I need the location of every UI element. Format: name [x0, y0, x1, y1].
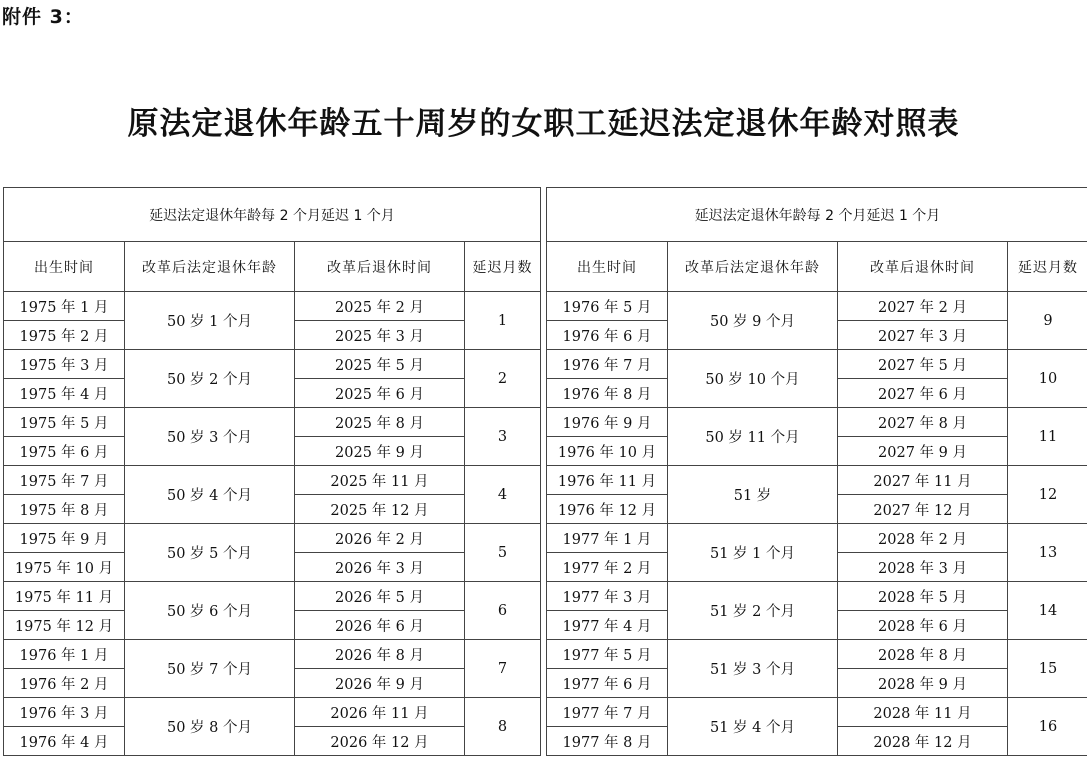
attachment-label: 附件 3： [2, 6, 84, 28]
birth-time-cell: 1976 年 9 月 [547, 408, 668, 437]
retirement-age-cell: 50 岁 4 个月 [125, 466, 295, 524]
retirement-age-cell: 50 岁 9 个月 [668, 292, 838, 350]
delay-months-cell: 9 [1008, 292, 1087, 350]
retirement-time-cell: 2025 年 2 月 [295, 292, 465, 321]
retirement-time-cell: 2028 年 6 月 [838, 611, 1008, 640]
birth-time-cell: 1976 年 1 月 [4, 640, 125, 669]
birth-time-cell: 1975 年 1 月 [4, 292, 125, 321]
birth-time-cell: 1976 年 10 月 [547, 437, 668, 466]
table-row [547, 698, 1087, 727]
column-header-row [4, 242, 541, 292]
retirement-time-cell: 2028 年 8 月 [838, 640, 1008, 669]
retirement-age-cell: 50 岁 10 个月 [668, 350, 838, 408]
birth-time-cell: 1975 年 8 月 [4, 495, 125, 524]
delay-months-cell: 7 [465, 640, 541, 698]
group-header: 延迟法定退休年龄每 2 个月延迟 1 个月 [4, 188, 541, 242]
table-row [4, 524, 541, 553]
delay-months-cell: 8 [465, 698, 541, 756]
header-retirement-age: 改革后法定退休年龄 [125, 242, 295, 292]
retirement-age-cell: 50 岁 6 个月 [125, 582, 295, 640]
retirement-time-cell: 2026 年 2 月 [295, 524, 465, 553]
retirement-time-cell: 2028 年 12 月 [838, 727, 1008, 756]
birth-time-cell: 1976 年 3 月 [4, 698, 125, 727]
delay-months-cell: 13 [1008, 524, 1087, 582]
birth-time-cell: 1976 年 11 月 [547, 466, 668, 495]
table-row [547, 408, 1087, 437]
birth-time-cell: 1975 年 7 月 [4, 466, 125, 495]
table-row [547, 582, 1087, 611]
table-row [547, 350, 1087, 379]
retirement-time-cell: 2027 年 5 月 [838, 350, 1008, 379]
delay-months-cell: 15 [1008, 640, 1087, 698]
retirement-age-cell: 51 岁 2 个月 [668, 582, 838, 640]
retirement-time-cell: 2026 年 9 月 [295, 669, 465, 698]
comparison-table-left [3, 187, 541, 756]
retirement-time-cell: 2026 年 12 月 [295, 727, 465, 756]
delay-months-cell: 5 [465, 524, 541, 582]
birth-time-cell: 1975 年 11 月 [4, 582, 125, 611]
table-row [4, 582, 541, 611]
group-header: 延迟法定退休年龄每 2 个月延迟 1 个月 [547, 188, 1087, 242]
birth-time-cell: 1977 年 5 月 [547, 640, 668, 669]
retirement-time-cell: 2025 年 11 月 [295, 466, 465, 495]
birth-time-cell: 1976 年 8 月 [547, 379, 668, 408]
table-row [4, 698, 541, 727]
retirement-time-cell: 2026 年 8 月 [295, 640, 465, 669]
retirement-time-cell: 2028 年 3 月 [838, 553, 1008, 582]
retirement-time-cell: 2025 年 9 月 [295, 437, 465, 466]
header-delay-months: 延迟月数 [1008, 242, 1087, 292]
birth-time-cell: 1976 年 12 月 [547, 495, 668, 524]
birth-time-cell: 1976 年 4 月 [4, 727, 125, 756]
retirement-time-cell: 2028 年 5 月 [838, 582, 1008, 611]
birth-time-cell: 1975 年 6 月 [4, 437, 125, 466]
birth-time-cell: 1977 年 7 月 [547, 698, 668, 727]
birth-time-cell: 1976 年 2 月 [4, 669, 125, 698]
retirement-age-cell: 50 岁 7 个月 [125, 640, 295, 698]
retirement-age-cell: 51 岁 1 个月 [668, 524, 838, 582]
delay-months-cell: 4 [465, 466, 541, 524]
birth-time-cell: 1977 年 8 月 [547, 727, 668, 756]
header-retirement-age: 改革后法定退休年龄 [668, 242, 838, 292]
retirement-time-cell: 2025 年 5 月 [295, 350, 465, 379]
retirement-time-cell: 2026 年 11 月 [295, 698, 465, 727]
birth-time-cell: 1975 年 9 月 [4, 524, 125, 553]
retirement-time-cell: 2027 年 11 月 [838, 466, 1008, 495]
retirement-time-cell: 2028 年 9 月 [838, 669, 1008, 698]
table-row [4, 640, 541, 669]
retirement-age-cell: 51 岁 4 个月 [668, 698, 838, 756]
retirement-time-cell: 2025 年 8 月 [295, 408, 465, 437]
comparison-tables [3, 187, 1087, 755]
retirement-time-cell: 2025 年 3 月 [295, 321, 465, 350]
delay-months-cell: 16 [1008, 698, 1087, 756]
delay-months-cell: 14 [1008, 582, 1087, 640]
retirement-time-cell: 2027 年 2 月 [838, 292, 1008, 321]
retirement-age-cell: 50 岁 5 个月 [125, 524, 295, 582]
table-row [4, 350, 541, 379]
birth-time-cell: 1975 年 12 月 [4, 611, 125, 640]
table-row [547, 466, 1087, 495]
retirement-time-cell: 2028 年 2 月 [838, 524, 1008, 553]
table-row [547, 524, 1087, 553]
retirement-time-cell: 2025 年 12 月 [295, 495, 465, 524]
retirement-time-cell: 2026 年 3 月 [295, 553, 465, 582]
retirement-time-cell: 2027 年 6 月 [838, 379, 1008, 408]
birth-time-cell: 1976 年 5 月 [547, 292, 668, 321]
birth-time-cell: 1975 年 2 月 [4, 321, 125, 350]
birth-time-cell: 1976 年 6 月 [547, 321, 668, 350]
table-row [4, 292, 541, 321]
birth-time-cell: 1977 年 3 月 [547, 582, 668, 611]
page-title: 原法定退休年龄五十周岁的女职工延迟法定退休年龄对照表 [127, 106, 960, 142]
table-row [4, 408, 541, 437]
delay-months-cell: 3 [465, 408, 541, 466]
birth-time-cell: 1975 年 4 月 [4, 379, 125, 408]
retirement-time-cell: 2026 年 6 月 [295, 611, 465, 640]
birth-time-cell: 1976 年 7 月 [547, 350, 668, 379]
comparison-table-right [546, 187, 1087, 756]
retirement-age-cell: 50 岁 1 个月 [125, 292, 295, 350]
group-header-row [4, 188, 541, 242]
delay-months-cell: 12 [1008, 466, 1087, 524]
retirement-time-cell: 2028 年 11 月 [838, 698, 1008, 727]
retirement-time-cell: 2026 年 5 月 [295, 582, 465, 611]
group-header-row [547, 188, 1087, 242]
delay-months-cell: 1 [465, 292, 541, 350]
retirement-time-cell: 2027 年 8 月 [838, 408, 1008, 437]
header-birth-time: 出生时间 [547, 242, 668, 292]
delay-months-cell: 6 [465, 582, 541, 640]
retirement-age-cell: 51 岁 [668, 466, 838, 524]
retirement-time-cell: 2027 年 9 月 [838, 437, 1008, 466]
retirement-age-cell: 50 岁 3 个月 [125, 408, 295, 466]
birth-time-cell: 1977 年 6 月 [547, 669, 668, 698]
retirement-age-cell: 51 岁 3 个月 [668, 640, 838, 698]
column-header-row [547, 242, 1087, 292]
retirement-time-cell: 2025 年 6 月 [295, 379, 465, 408]
header-birth-time: 出生时间 [4, 242, 125, 292]
header-retirement-time: 改革后退休时间 [838, 242, 1008, 292]
delay-months-cell: 10 [1008, 350, 1087, 408]
table-row [547, 292, 1087, 321]
delay-months-cell: 11 [1008, 408, 1087, 466]
delay-months-cell: 2 [465, 350, 541, 408]
retirement-age-cell: 50 岁 8 个月 [125, 698, 295, 756]
retirement-age-cell: 50 岁 2 个月 [125, 350, 295, 408]
birth-time-cell: 1977 年 4 月 [547, 611, 668, 640]
retirement-time-cell: 2027 年 12 月 [838, 495, 1008, 524]
birth-time-cell: 1977 年 1 月 [547, 524, 668, 553]
birth-time-cell: 1975 年 3 月 [4, 350, 125, 379]
table-row [547, 640, 1087, 669]
birth-time-cell: 1975 年 10 月 [4, 553, 125, 582]
birth-time-cell: 1975 年 5 月 [4, 408, 125, 437]
header-delay-months: 延迟月数 [465, 242, 541, 292]
birth-time-cell: 1977 年 2 月 [547, 553, 668, 582]
header-retirement-time: 改革后退休时间 [295, 242, 465, 292]
retirement-age-cell: 50 岁 11 个月 [668, 408, 838, 466]
retirement-time-cell: 2027 年 3 月 [838, 321, 1008, 350]
table-row [4, 466, 541, 495]
